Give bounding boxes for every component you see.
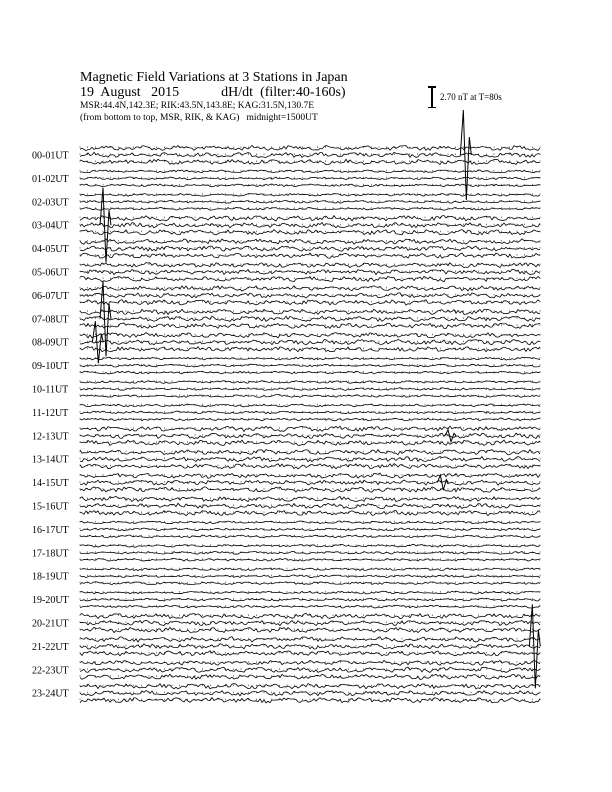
station-trace — [80, 333, 540, 338]
hour-row — [80, 426, 540, 445]
station-coordinates: MSR:44.4N,142.3E; RIK:43.5N,143.8E; KAG:31.5N,130.7E — [80, 101, 315, 111]
hour-label: 18-19UT — [32, 571, 69, 583]
station-trace — [80, 473, 540, 478]
hour-row — [80, 521, 540, 538]
hour-row — [80, 216, 540, 235]
station-order-note: (from bottom to top, MSR, RIK, & KAG) midnight=1500UT — [80, 113, 318, 123]
date-filter-line: 19 August 2015 dH/dt (filter:40-160s) — [80, 85, 346, 100]
hour-label: 04-05UT — [32, 244, 69, 256]
station-trace — [80, 511, 540, 516]
hour-row — [80, 263, 540, 282]
hour-row — [80, 591, 540, 608]
chart-title: Magnetic Field Variations at 3 Stations in Japan — [80, 70, 348, 85]
station-trace — [80, 263, 540, 268]
hour-label: 10-11UT — [32, 384, 69, 396]
hour-label: 17-18UT — [32, 548, 69, 560]
scale-label: 2.70 nT at T=80s — [440, 92, 502, 102]
hour-row — [80, 286, 540, 305]
event-spike — [437, 475, 448, 490]
station-trace — [80, 480, 540, 485]
hour-label: 03-04UT — [32, 220, 69, 232]
hour-label: 15-16UT — [32, 501, 69, 513]
hour-label: 13-14UT — [32, 454, 69, 466]
station-trace — [80, 309, 540, 314]
hour-row — [80, 660, 540, 679]
hour-label: 07-08UT — [32, 314, 69, 326]
station-trace — [80, 276, 540, 281]
hour-label: 12-13UT — [32, 431, 69, 443]
hour-row — [80, 568, 540, 585]
hour-row — [80, 239, 540, 258]
hour-label: 09-10UT — [32, 361, 69, 373]
hour-row — [80, 193, 540, 210]
hour-label: 20-21UT — [32, 618, 69, 630]
hour-row — [80, 684, 540, 703]
hour-row — [80, 404, 540, 421]
hour-label: 06-07UT — [32, 290, 69, 302]
hour-label: 02-03UT — [32, 197, 69, 209]
station-trace — [80, 450, 540, 455]
station-trace — [80, 698, 540, 703]
hour-label: 21-22UT — [32, 641, 69, 653]
station-trace — [80, 216, 540, 221]
hour-row — [80, 381, 540, 398]
station-trace — [80, 246, 540, 251]
hour-label: 23-24UT — [32, 688, 69, 700]
station-trace — [80, 496, 540, 501]
hour-label: 14-15UT — [32, 478, 69, 490]
hour-row — [80, 309, 540, 328]
hour-label: 00-01UT — [32, 150, 69, 162]
event-spike — [100, 188, 111, 263]
hour-label: 01-02UT — [32, 173, 69, 185]
hour-row — [80, 613, 540, 632]
hour-label: 08-09UT — [32, 337, 69, 349]
station-trace — [80, 433, 540, 438]
station-trace — [80, 293, 540, 298]
hour-label: 22-23UT — [32, 665, 69, 677]
station-trace — [80, 660, 540, 665]
station-trace — [80, 464, 540, 469]
hour-row — [80, 637, 540, 656]
hour-row — [80, 357, 540, 374]
hour-label: 05-06UT — [32, 267, 69, 279]
hour-row — [80, 333, 540, 352]
hour-row — [80, 544, 540, 561]
station-trace — [80, 674, 540, 679]
hour-label: 11-12UT — [32, 407, 69, 419]
station-trace — [80, 253, 540, 258]
hour-label: 19-20UT — [32, 595, 69, 607]
hour-row — [80, 496, 540, 515]
hour-label: 16-17UT — [32, 524, 69, 536]
event-spike — [460, 110, 471, 200]
hour-row — [80, 473, 540, 492]
hour-row — [80, 170, 540, 187]
hour-row — [80, 450, 540, 469]
